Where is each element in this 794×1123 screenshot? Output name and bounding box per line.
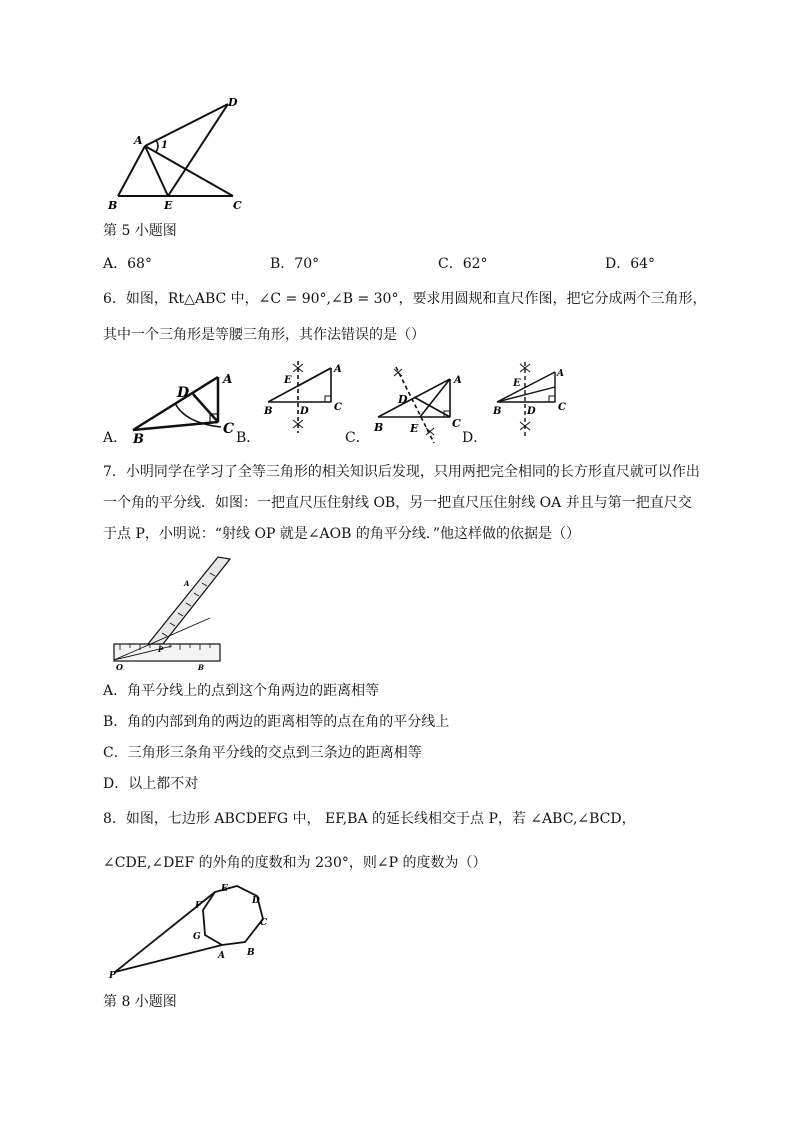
q6d-label-B: B [493, 406, 502, 417]
q6-option-b[interactable]: B． [236, 430, 261, 446]
q5-label-1: 1 [161, 140, 168, 151]
q6b-label-B: B [264, 406, 273, 417]
q6d-label-E: E [513, 378, 521, 389]
q5-option-c[interactable] [438, 254, 488, 274]
q5-option-d[interactable] [605, 254, 655, 274]
q8-label-C: C [260, 918, 268, 928]
option-letter: A． [103, 256, 128, 272]
q7-stem-line1: 7．小明同学在学习了全等三角形的相关知识后发现，只用两把完全相同的长方形直尺就可以作出 [103, 464, 700, 480]
q8-stem-line1: 8．如图，七边形 ABCDEFG 中， EF,BA 的延长线相交于点 P，若 ∠ABC,∠BCD， [103, 811, 636, 827]
q6a-label-C: C [223, 421, 235, 437]
q7-ruler-figure [110, 556, 238, 672]
option-letter: B． [270, 256, 295, 272]
q8-label-F: F [195, 901, 202, 911]
q6d-label-C: C [558, 402, 566, 413]
q5-option-b[interactable] [270, 254, 319, 274]
q8-label-P: P [109, 971, 116, 981]
q8-label-B: B [247, 948, 255, 958]
option-letter: C． [103, 745, 128, 761]
q7-label-O: O [116, 662, 123, 672]
option-text: 64° [630, 256, 656, 272]
q6b-label-E: E [284, 375, 292, 386]
q7-option-a[interactable] [103, 681, 379, 701]
option-letter: D． [103, 776, 129, 792]
q7-label-A: A [184, 579, 190, 588]
q5-label-C: C [233, 199, 242, 212]
q6c-label-B: B [374, 421, 384, 434]
q6c-label-E: E [410, 422, 419, 435]
q7-stem-line3: 于点 P，小明说：“射线 OP 就是∠AOB 的角平分线．”他这样做的依据是（） [103, 526, 581, 542]
q6c-label-A: A [454, 375, 462, 386]
q6-option-d[interactable]: D． [462, 430, 488, 446]
q8-caption: 第 8 小题图 [103, 994, 177, 1010]
q6c-label-C: C [452, 417, 461, 430]
q8-heptagon-figure [105, 882, 280, 982]
q8-stem-line2: ∠CDE,∠DEF 的外角的度数和为 230°，则∠P 的度数为（） [103, 855, 487, 871]
q6b-label-D: D [300, 406, 309, 417]
option-letter: C． [438, 256, 463, 272]
option-letter: D． [605, 256, 631, 272]
option-text: 62° [462, 256, 488, 272]
option-text: 以上都不对 [128, 776, 199, 792]
q6a-label-B: B [133, 432, 144, 445]
option-letter: A． [103, 683, 128, 699]
q6-option-c[interactable]: C． [345, 430, 370, 446]
q6b-label-A: A [334, 364, 342, 375]
q5-label-D: D [228, 96, 238, 109]
option-letter: B． [103, 714, 128, 730]
q6-figure-a [125, 365, 247, 445]
q6-stem-line2: 其中一个三角形是等腰三角形，其作法错误的是（） [103, 327, 425, 343]
q6-figure-b [258, 358, 350, 438]
q5-option-a[interactable] [103, 254, 152, 274]
option-text: 70° [294, 256, 320, 272]
option-text: 角的内部到角的两边的距离相等的点在角的平分线上 [127, 714, 450, 730]
q6c-label-D: D [398, 393, 408, 406]
q7-option-b[interactable] [103, 712, 449, 732]
q5-label-B: B [108, 199, 118, 212]
q8-label-E: E [221, 884, 228, 894]
q6b-label-C: C [334, 402, 342, 413]
q5-figure [100, 96, 260, 216]
q8-label-D: D [252, 896, 260, 906]
q7-stem-line2: 一个角的平分线．如图：一把直尺压住射线 OB，另一把直尺压住射线 OA 并且与第一把直尺交 [103, 495, 692, 511]
q6a-label-D: D [177, 385, 190, 401]
q5-caption: 第 5 小题图 [103, 223, 177, 239]
q8-label-A: A [218, 951, 225, 961]
q8-label-G: G [193, 932, 201, 942]
q5-label-A: A [134, 134, 143, 147]
q7-label-P: P [158, 645, 164, 654]
q6a-label-A: A [223, 372, 233, 386]
q6-figure-d [485, 360, 577, 440]
q6-stem-line1: 6．如图，Rt△ABC 中，∠C = 90°,∠B = 30°，要求用圆规和直尺作图，把它分成两个三角形， [103, 291, 707, 307]
option-text: 角平分线上的点到这个角两边的距离相等 [127, 683, 380, 699]
option-text: 68° [127, 256, 152, 272]
q6-figure-c [368, 365, 468, 445]
q5-label-E: E [164, 199, 173, 212]
q6-option-a[interactable]: A． [103, 430, 128, 446]
option-text: 三角形三条角平分线的交点到三条边的距离相等 [127, 745, 422, 761]
q6d-label-A: A [557, 369, 564, 379]
q7-label-B: B [198, 663, 204, 672]
q7-option-d[interactable] [103, 774, 198, 794]
q7-option-c[interactable] [103, 743, 422, 763]
q6d-label-D: D [527, 406, 536, 417]
